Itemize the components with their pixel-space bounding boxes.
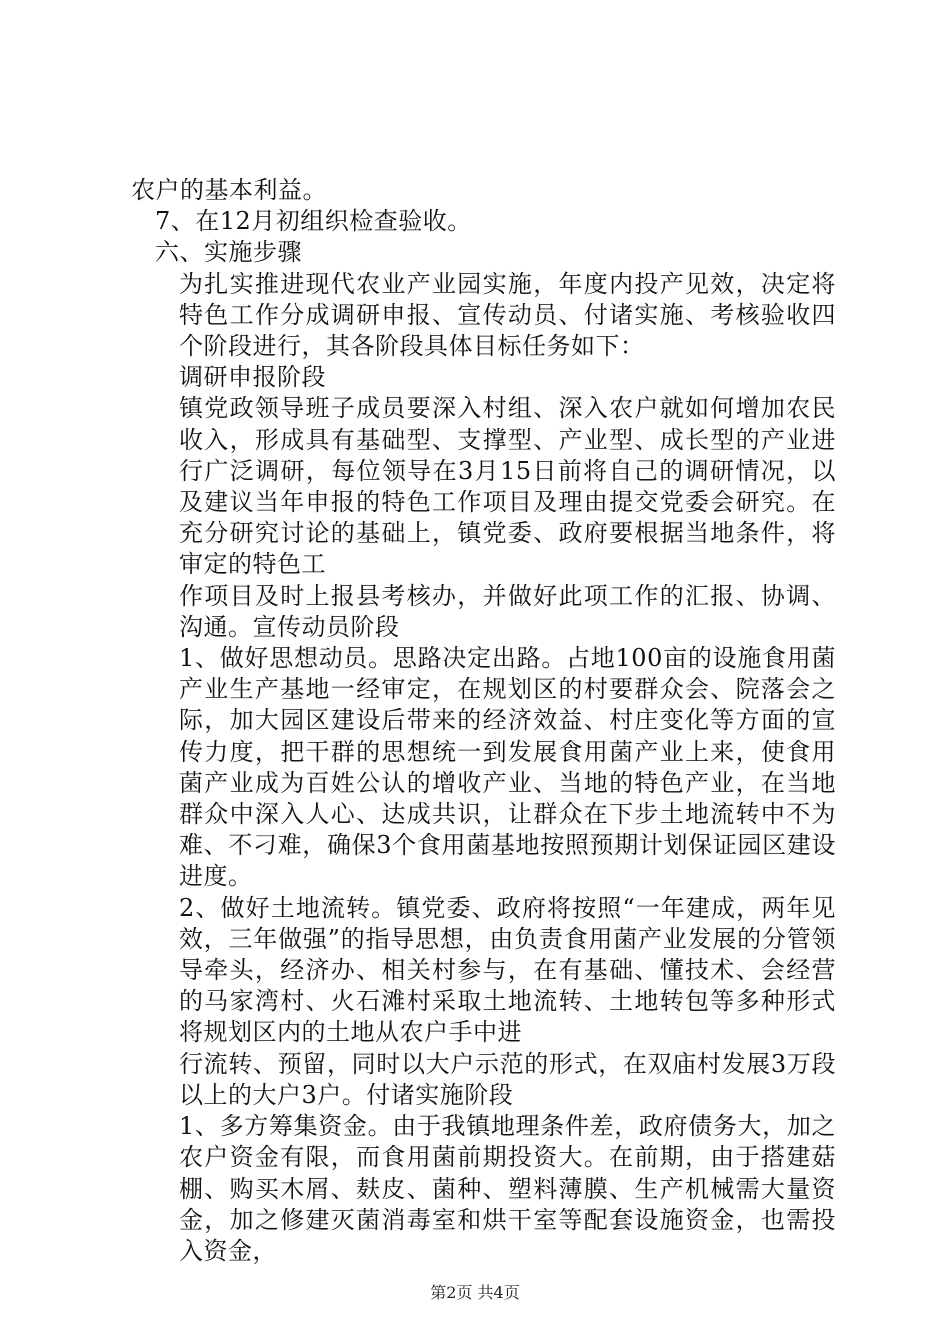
document-body [131,175,836,1267]
paragraph-report: 作项目及时上报县考核办，并做好此项工作的汇报、协调、沟通。宣传动员阶段 [179,581,836,641]
paragraph-funding: 1、多方筹集资金。由于我镇地理条件差，政府债务大，加之农户资金有限，而食用菌前期投资大。在前期，由于搭建菇棚、购买木屑、麸皮、菌种、塑料薄膜、生产机械需大量资金，加之修建灭菌消毒室和烘干室等配套设施资金，也需投入资金， [179,1112,836,1265]
page-footer: 第2页 共4页 [430,1283,520,1302]
paragraph-land-transfer: 2、做好土地流转。镇党委、政府将按照“一年建成，两年见效，三年做强”的指导思想，由负责食用菌产业发展的分管领导牵头，经济办、相关村参与，在有基础、懂技术、会经营的马家湾村、火石滩村采取土地流转、土地转包等多种形式将规划区内的土地从农户手中进 [179,893,836,1047]
section-heading: 六、实施步骤 [155,238,302,267]
stage-heading-research: 调研申报阶段 [179,363,326,392]
paragraph-research: 镇党政领导班子成员要深入村组、深入农户就如何增加农民收入，形成具有基础型、支撑型、产业型、成长型的产业进行广泛调研，每位领导在3月15日前将自己的调研情况，以及建议当年申报的特色工作项目及理由提交党委会研究。在充分研究讨论的基础上，镇党委、政府要根据当地条件，将审定的特色工 [179,394,836,579]
paragraph-transfer-continued: 行流转、预留，同时以大户示范的形式，在双庙村发展3万段以上的大户3户。付诸实施阶段 [179,1049,836,1109]
paragraph-intro: 为扎实推进现代农业产业园实施，年度内投产见效，决定将特色工作分成调研申报、宣传动员、付诸实施、考核验收四个阶段进行，其各阶段具体目标任务如下： [179,269,836,361]
paragraph-2: 7、在12月初组织检查验收。 [155,207,472,236]
paragraph-1: 农户的基本利益。 [131,176,327,204]
paragraph-mobilization: 1、做好思想动员。思路决定出路。占地100亩的设施食用菌产业生产基地一经审定，在规划区的村要群众会、院落会之际，加大园区建设后带来的经济效益、村庄变化等方面的宣传力度，把干群的思想统一到发展食用菌产业上来，使食用菌产业成为百姓公认的增收产业、当地的特色产业，在当地群众中深入人心、达成共识，让群众在下步土地流转中不为难、不刁难，确保3个食用菌基地按照预期计划保证园区建设进度。 [179,644,836,891]
